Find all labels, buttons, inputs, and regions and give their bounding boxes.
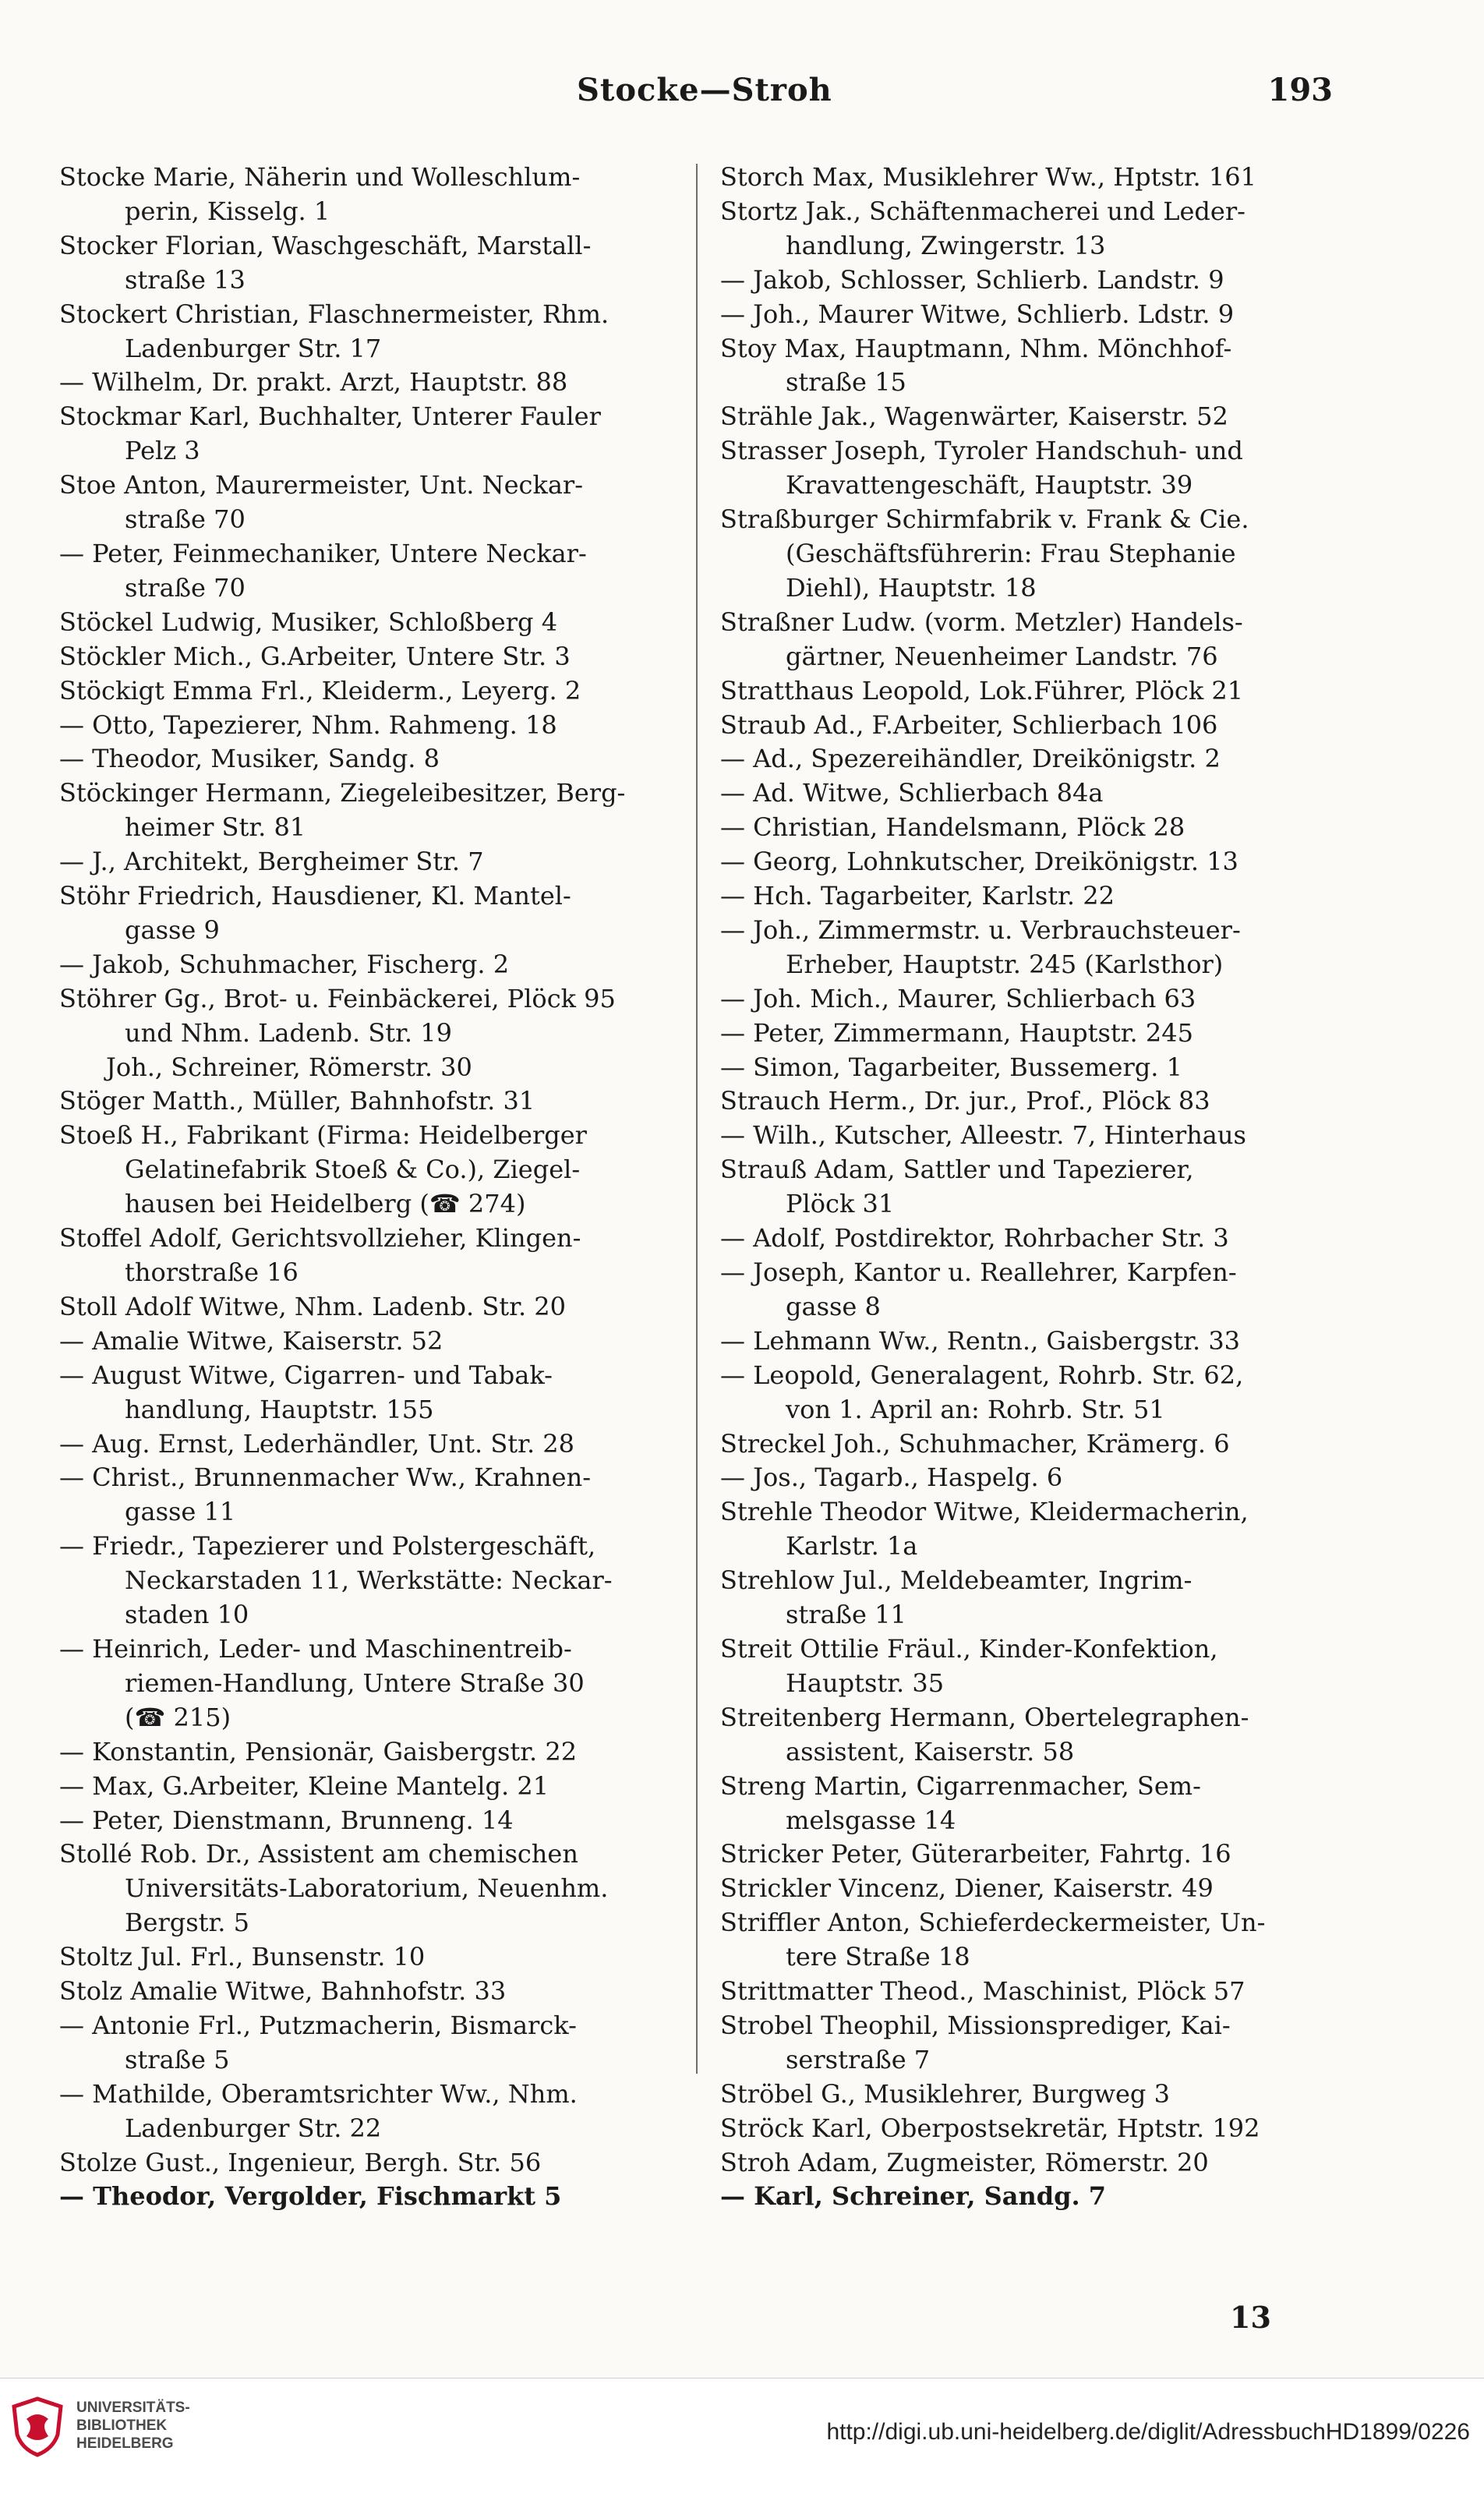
entry-line: — Wilh., Kutscher, Alleestr. 7, Hinterhaus	[720, 1120, 1246, 1151]
left-column	[59, 161, 683, 2214]
entry-line: — Simon, Tagarbeiter, Bussemerg. 1	[720, 1052, 1182, 1082]
entry-line: (Geschäftsführerin: Frau Stephanie	[786, 538, 1236, 568]
directory-entry	[59, 2009, 683, 2078]
directory-entry	[720, 195, 1344, 263]
directory-entry	[59, 1325, 683, 1359]
page-number: 193	[1267, 72, 1333, 108]
entry-line: Strasser Joseph, Tyroler Handschuh- und	[720, 436, 1243, 466]
directory-entry	[59, 366, 683, 400]
entry-line: Stoe Anton, Maurermeister, Unt. Neckar-	[59, 470, 584, 500]
entry-line: — Ad., Spezereihändler, Dreikönigstr. 2	[720, 744, 1221, 774]
entry-line: tere Straße 18	[786, 1942, 970, 1972]
entry-line: straße 11	[786, 1600, 906, 1630]
entry-line: Stöckigt Emma Frl., Kleiderm., Leyerg. 2	[59, 675, 581, 706]
entry-line: — Heinrich, Leder- und Maschinentreib-	[59, 1633, 572, 1664]
entry-line: Neckarstaden 11, Werkstätte: Neckar-	[125, 1565, 613, 1596]
entry-line: — Christian, Handelsmann, Plöck 28	[720, 812, 1185, 843]
entry-line: — Jakob, Schlosser, Schlierb. Landstr. 9	[720, 264, 1224, 295]
directory-entry	[720, 503, 1344, 606]
directory-entry	[720, 742, 1344, 776]
entry-line: Stöhr Friedrich, Hausdiener, Kl. Mantel-	[59, 881, 571, 911]
directory-entry	[720, 1837, 1344, 1872]
entry-line: heimer Str. 81	[125, 812, 306, 843]
entry-line: — Wilhelm, Dr. prakt. Arzt, Hauptstr. 88	[59, 367, 568, 398]
entry-line: Ströck Karl, Oberpostsekretär, Hptstr. 192	[720, 2113, 1260, 2143]
directory-entry	[720, 1325, 1344, 1359]
entry-line: gasse 9	[125, 914, 220, 945]
entry-line: Strehle Theodor Witwe, Kleidermacherin,	[720, 1497, 1249, 1527]
directory-entry	[59, 776, 683, 845]
entry-line: straße 70	[125, 504, 246, 535]
directory-entry	[720, 1017, 1344, 1051]
entry-line: — Max, G.Arbeiter, Kleine Mantelg. 21	[59, 1770, 549, 1801]
directory-entry	[720, 1461, 1344, 1495]
directory-entry	[720, 914, 1344, 982]
entry-line: Stoeß H., Fabrikant (Firma: Heidelberger	[59, 1120, 587, 1151]
entry-line: Karlstr. 1a	[786, 1531, 918, 1561]
entry-line: Stollé Rob. Dr., Assistent am chemischen	[59, 1839, 578, 1869]
directory-entry	[59, 469, 683, 537]
directory-entry	[720, 1975, 1344, 2009]
directory-entry	[59, 1427, 683, 1462]
entry-line: Strittmatter Theod., Maschinist, Plöck 57	[720, 1976, 1246, 2007]
entry-line: straße 15	[786, 367, 906, 398]
entry-line: — Christ., Brunnenmacher Ww., Krahnen-	[59, 1462, 591, 1493]
entry-line: — J., Architekt, Bergheimer Str. 7	[59, 847, 484, 877]
directory-entry	[59, 1804, 683, 1838]
entry-line: Diehl), Hauptstr. 18	[786, 572, 1037, 603]
entry-line: — Joh. Mich., Maurer, Schlierbach 63	[720, 983, 1196, 1013]
directory-entry	[59, 606, 683, 640]
entry-line: Streckel Joh., Schuhmacher, Krämerg. 6	[720, 1428, 1230, 1459]
entry-line: — Lehmann Ww., Rentn., Gaisbergstr. 33	[720, 1325, 1241, 1356]
footer	[0, 2378, 1484, 2504]
directory-entry	[59, 161, 683, 229]
directory-entry	[59, 229, 683, 298]
entry-line: melsgasse 14	[786, 1805, 956, 1835]
entry-line: handlung, Zwingerstr. 13	[786, 230, 1106, 260]
directory-entry	[720, 2009, 1344, 2078]
entry-line: Stolze Gust., Ingenieur, Bergh. Str. 56	[59, 2147, 542, 2177]
directory-entry	[59, 640, 683, 674]
entry-line: Storch Max, Musiklehrer Ww., Hptstr. 161	[720, 162, 1256, 192]
signature-mark: 13	[1230, 2300, 1271, 2335]
directory-entry	[720, 2112, 1344, 2146]
entry-line: Straßner Ludw. (vorm. Metzler) Handels-	[720, 607, 1243, 637]
entry-line: Kravattengeschäft, Hauptstr. 39	[786, 470, 1193, 500]
entry-line: — Friedr., Tapezierer und Polstergeschäft,	[59, 1531, 596, 1561]
entry-line: Universitäts-Laboratorium, Neuenhm.	[125, 1873, 609, 1904]
directory-entry	[720, 606, 1344, 674]
directory-entry	[720, 400, 1344, 434]
entry-line: Hauptstr. 35	[786, 1668, 945, 1698]
entry-line: straße 70	[125, 572, 246, 603]
entry-line: Stöger Matth., Müller, Bahnhofstr. 31	[59, 1086, 535, 1116]
directory-entry	[720, 1872, 1344, 1906]
entry-line: — Leopold, Generalagent, Rohrb. Str. 62,	[720, 1360, 1244, 1390]
entry-line: und Nhm. Ladenb. Str. 19	[125, 1017, 452, 1048]
entry-line: Stöckinger Hermann, Ziegeleibesitzer, Berg-	[59, 778, 626, 808]
directory-entry	[59, 2180, 683, 2214]
directory-entry	[720, 1222, 1344, 1256]
directory-entry	[720, 1906, 1344, 1975]
entry-line: gasse 11	[125, 1497, 236, 1527]
directory-entry	[59, 1051, 683, 1085]
directory-entry	[59, 1461, 683, 1530]
directory-entry	[59, 1222, 683, 1290]
directory-entry	[720, 434, 1344, 503]
entry-line: Ströbel G., Musiklehrer, Burgweg 3	[720, 2078, 1170, 2109]
entry-line: Streitenberg Hermann, Obertelegraphen-	[720, 1702, 1249, 1732]
directory-entry	[720, 1119, 1344, 1153]
entry-line: Straßburger Schirmfabrik v. Frank & Cie.	[720, 504, 1249, 535]
directory-entry	[720, 674, 1344, 709]
entry-line: staden 10	[125, 1600, 249, 1630]
entry-line: — Peter, Dienstmann, Brunneng. 14	[59, 1805, 514, 1835]
entry-line: Pelz 3	[125, 436, 200, 466]
logo-text	[76, 2399, 190, 2453]
directory-entry	[59, 2078, 683, 2146]
entry-line: thorstraße 16	[125, 1257, 299, 1287]
directory-entry	[59, 1290, 683, 1325]
entry-line: Stöhrer Gg., Brot- u. Feinbäckerei, Plöck 95	[59, 983, 616, 1013]
entry-line: (☎ 215)	[125, 1702, 231, 1732]
directory-entry	[720, 1051, 1344, 1085]
directory-entry	[59, 1359, 683, 1427]
entry-line: — Mathilde, Oberamtsrichter Ww., Nhm.	[59, 2078, 578, 2109]
entry-line: Stricker Peter, Güterarbeiter, Fahrtg. 16	[720, 1839, 1231, 1869]
directory-entry	[720, 879, 1344, 914]
entry-line: — Konstantin, Pensionär, Gaisbergstr. 22	[59, 1736, 578, 1767]
directory-entry	[720, 263, 1344, 298]
entry-line: — Aug. Ernst, Lederhändler, Unt. Str. 28	[59, 1428, 574, 1459]
entry-line: — Georg, Lohnkutscher, Dreikönigstr. 13	[720, 847, 1238, 877]
entry-line: Stoltz Jul. Frl., Bunsenstr. 10	[59, 1942, 426, 1972]
entry-line: Stratthaus Leopold, Lok.Führer, Plöck 21	[720, 675, 1244, 706]
entry-line: riemen-Handlung, Untere Straße 30	[125, 1668, 585, 1698]
entry-line: perin, Kisselg. 1	[125, 196, 330, 226]
entry-line: — Otto, Tapezierer, Nhm. Rahmeng. 18	[59, 709, 557, 740]
directory-entry	[720, 298, 1344, 332]
source-url-link[interactable]: http://digi.ub.uni-heidelberg.de/diglit/AdressbuchHD1899/0226	[826, 2419, 1470, 2445]
directory-entry	[720, 709, 1344, 743]
directory-entry	[720, 776, 1344, 811]
entry-line: Stroh Adam, Zugmeister, Römerstr. 20	[720, 2147, 1209, 2177]
directory-entry	[59, 1084, 683, 1119]
logo-line: HEIDELBERG	[76, 2435, 174, 2452]
running-head	[0, 72, 1484, 118]
entry-line: gärtner, Neuenheimer Landstr. 76	[786, 641, 1218, 671]
entry-line: — Theodor, Vergolder, Fischmarkt 5	[59, 2181, 562, 2212]
directory-entry	[720, 982, 1344, 1017]
directory-entry	[59, 674, 683, 709]
directory-entry	[59, 2146, 683, 2180]
entry-line: Strobel Theophil, Missionsprediger, Kai-	[720, 2010, 1231, 2040]
entry-line: Ladenburger Str. 17	[125, 333, 382, 363]
directory-entry	[720, 811, 1344, 845]
entry-line: Strauß Adam, Sattler und Tapezierer,	[720, 1155, 1194, 1185]
directory-entry	[59, 298, 683, 366]
entry-line: Ladenburger Str. 22	[125, 2113, 382, 2143]
entry-line: Streng Martin, Cigarrenmacher, Sem-	[720, 1770, 1201, 1801]
entry-line: — Adolf, Postdirektor, Rohrbacher Str. 3	[720, 1223, 1229, 1254]
entry-line: Stocker Florian, Waschgeschäft, Marstall-	[59, 230, 592, 260]
directory-entry	[720, 1359, 1344, 1427]
directory-entry	[59, 845, 683, 879]
entry-line: von 1. April an: Rohrb. Str. 51	[786, 1394, 1165, 1424]
directory-entry	[720, 1701, 1344, 1770]
entry-line: — Ad. Witwe, Schlierbach 84a	[720, 778, 1104, 808]
entry-line: Stoll Adolf Witwe, Nhm. Ladenb. Str. 20	[59, 1291, 566, 1321]
directory-entry	[720, 1632, 1344, 1701]
directory-entry	[720, 1256, 1344, 1325]
entry-line: Stocke Marie, Näherin und Wolleschlum-	[59, 162, 581, 192]
entry-line: Strauch Herm., Dr. jur., Prof., Plöck 83	[720, 1086, 1210, 1116]
entry-line: — August Witwe, Cigarren- und Tabak-	[59, 1360, 553, 1390]
entry-line: Stöckel Ludwig, Musiker, Schloßberg 4	[59, 607, 558, 637]
directory-entry	[59, 1735, 683, 1770]
entry-line: assistent, Kaiserstr. 58	[786, 1736, 1075, 1767]
entry-line: Striffler Anton, Schieferdeckermeister, Un-	[720, 1908, 1266, 1938]
directory-entry	[59, 1770, 683, 1804]
entry-line: Strähle Jak., Wagenwärter, Kaiserstr. 52	[720, 401, 1228, 432]
entry-line: Stoffel Adolf, Gerichtsvollzieher, Klingen-	[59, 1223, 581, 1254]
entry-line: — Joh., Zimmermstr. u. Verbrauchsteuer-	[720, 914, 1241, 945]
logo-line: UNIVERSITÄTS-	[76, 2400, 190, 2416]
directory-entry	[59, 1940, 683, 1975]
entry-line: serstraße 7	[786, 2044, 931, 2074]
directory-entry	[59, 1975, 683, 2009]
entry-line: hausen bei Heidelberg (☎ 274)	[125, 1189, 526, 1219]
directory-entry	[720, 1770, 1344, 1838]
entry-line: Stolz Amalie Witwe, Bahnhofstr. 33	[59, 1976, 507, 2007]
directory-entry	[59, 709, 683, 743]
entry-line: gasse 8	[786, 1291, 881, 1321]
library-logo[interactable]	[9, 2396, 196, 2466]
directory-entry	[720, 2146, 1344, 2180]
directory-entry	[720, 1495, 1344, 1564]
entry-line: Bergstr. 5	[125, 1908, 249, 1938]
seal-icon	[9, 2396, 65, 2458]
directory-entry	[59, 1837, 683, 1940]
entry-line: Plöck 31	[786, 1189, 895, 1219]
entry-line: Streit Ottilie Fräul., Kinder-Konfektion,	[720, 1633, 1218, 1664]
directory-entry	[59, 982, 683, 1051]
directory-entry	[59, 1530, 683, 1632]
directory-entry	[720, 1084, 1344, 1119]
entry-line: Strehlow Jul., Meldebeamter, Ingrim-	[720, 1565, 1192, 1596]
directory-entry	[59, 400, 683, 469]
entry-line: — Joh., Maurer Witwe, Schlierb. Ldstr. 9	[720, 299, 1235, 329]
directory-entry	[720, 2078, 1344, 2112]
entry-line: — Joseph, Kantor u. Reallehrer, Karpfen-	[720, 1257, 1237, 1287]
entry-line: handlung, Hauptstr. 155	[125, 1394, 434, 1424]
directory-entry	[720, 1564, 1344, 1632]
right-column	[720, 161, 1344, 2214]
entry-line: — Karl, Schreiner, Sandg. 7	[720, 2181, 1107, 2212]
entry-line: — Antonie Frl., Putzmacherin, Bismarck-	[59, 2010, 577, 2040]
entry-line: straße 13	[125, 264, 246, 295]
directory-entry	[720, 845, 1344, 879]
entry-line: — Peter, Feinmechaniker, Untere Neckar-	[59, 538, 587, 568]
page-title: Stocke—Stroh	[577, 72, 832, 108]
directory-entry	[720, 1153, 1344, 1222]
entry-line: Straub Ad., F.Arbeiter, Schlierbach 106	[720, 709, 1218, 740]
entry-line: — Jakob, Schuhmacher, Fischerg. 2	[59, 949, 510, 979]
entry-line: Strickler Vincenz, Diener, Kaiserstr. 49	[720, 1873, 1214, 1904]
logo-line: BIBLIOTHEK	[76, 2417, 168, 2434]
entry-line: Gelatinefabrik Stoeß & Co.), Ziegel-	[125, 1155, 581, 1185]
entry-line: — Amalie Witwe, Kaiserstr. 52	[59, 1325, 443, 1356]
entry-line: — Jos., Tagarb., Haspelg. 6	[720, 1462, 1063, 1493]
directory-entry	[59, 1632, 683, 1735]
entry-line: straße 5	[125, 2044, 230, 2074]
entry-line: Stockert Christian, Flaschnermeister, Rhm.	[59, 299, 610, 329]
directory-entry	[59, 879, 683, 948]
directory-entry	[720, 161, 1344, 195]
directory-entry	[59, 1119, 683, 1222]
entry-line: Erheber, Hauptstr. 245 (Karlsthor)	[786, 949, 1224, 979]
directory-entry	[720, 1427, 1344, 1462]
entry-line: — Theodor, Musiker, Sandg. 8	[59, 744, 440, 774]
entry-line: Stöckler Mich., G.Arbeiter, Untere Str. 3	[59, 641, 571, 671]
entry-line: — Hch. Tagarbeiter, Karlstr. 22	[720, 881, 1115, 911]
directory-entry	[59, 742, 683, 776]
column-divider	[696, 164, 698, 2074]
directory-entry	[59, 537, 683, 606]
entry-line: Joh., Schreiner, Römerstr. 30	[106, 1052, 472, 1082]
entry-line: Stockmar Karl, Buchhalter, Unterer Fauler	[59, 401, 601, 432]
entry-line: Stoy Max, Hauptmann, Nhm. Mönchhof-	[720, 333, 1232, 363]
entry-line: Stortz Jak., Schäftenmacherei und Leder-	[720, 196, 1246, 226]
directory-entry	[720, 2180, 1344, 2214]
entry-line: — Peter, Zimmermann, Hauptstr. 245	[720, 1017, 1193, 1048]
directory-entry	[59, 948, 683, 982]
directory-entry	[720, 332, 1344, 401]
